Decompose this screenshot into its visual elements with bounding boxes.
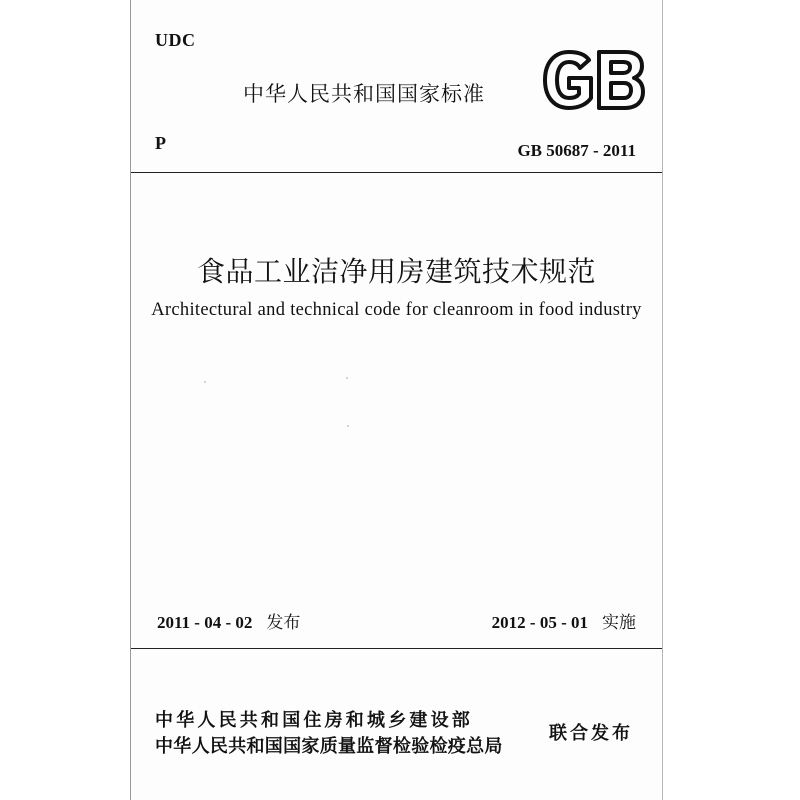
title-english: Architectural and technical code for cleanroom in food industry bbox=[151, 300, 642, 320]
title-chinese: 食品工业洁净用房建筑技术规范 bbox=[196, 255, 596, 288]
standard-cover bbox=[130, 0, 663, 800]
implementation-date-line bbox=[492, 608, 636, 633]
bottom-divider bbox=[131, 648, 662, 649]
implementation-date: 2012 - 05 - 01 bbox=[491, 613, 588, 632]
issuing-organization-1: 中华人民共和国住房和城乡建设部 bbox=[155, 710, 473, 731]
gb-logo-icon bbox=[541, 48, 646, 112]
issuing-organization-2: 中华人民共和国国家质量监督检验检疫总局 bbox=[155, 736, 503, 757]
national-standard-label: 中华人民共和国国家标准 bbox=[243, 82, 485, 106]
joint-issue-label: 联合发布 bbox=[549, 723, 633, 744]
paper-speck bbox=[346, 377, 348, 379]
category-code: P bbox=[155, 133, 166, 153]
top-divider bbox=[131, 172, 662, 173]
implementation-label: 实施 bbox=[602, 613, 636, 633]
paper-speck bbox=[204, 381, 206, 383]
issue-date-line bbox=[157, 608, 300, 633]
paper-speck bbox=[347, 425, 349, 427]
udc-label: UDC bbox=[155, 30, 196, 50]
issue-date: 2011 - 04 - 02 bbox=[157, 613, 253, 632]
issue-label: 发布 bbox=[266, 613, 301, 633]
standard-number: GB 50687 - 2011 bbox=[517, 141, 636, 160]
